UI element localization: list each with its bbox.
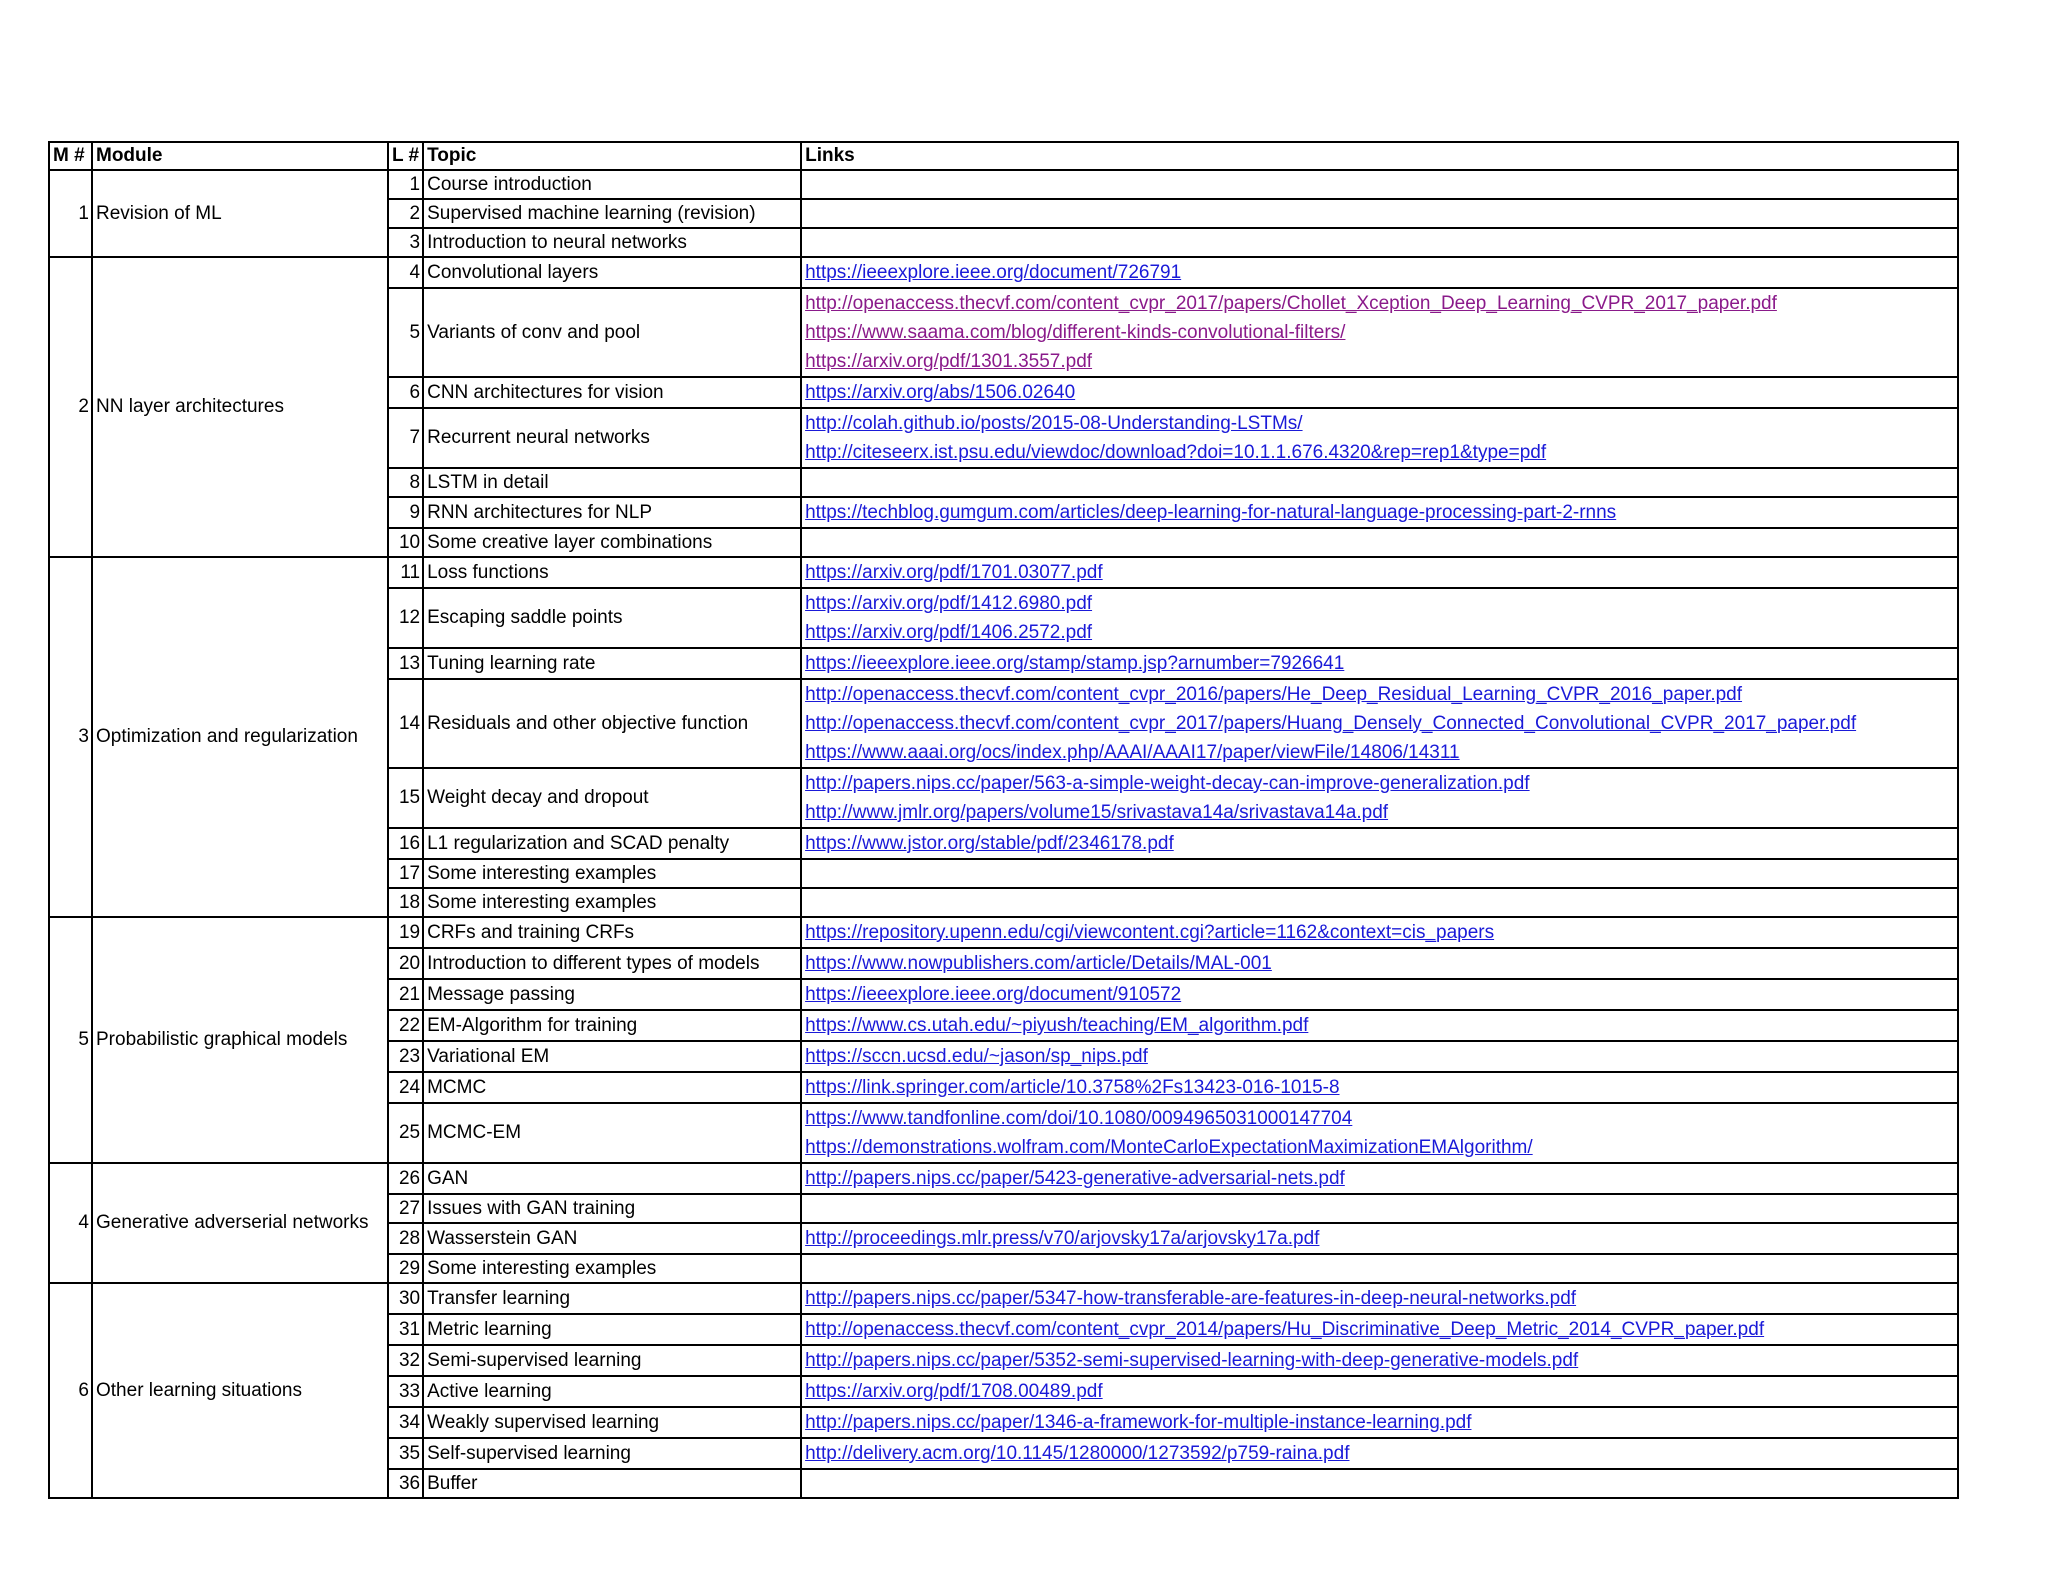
lesson-number-cell: 5: [388, 288, 423, 377]
topic-cell: GAN: [423, 1163, 801, 1194]
lesson-number-cell: 8: [388, 468, 423, 497]
lesson-number-cell: 14: [388, 679, 423, 768]
links-cell: [801, 1072, 1958, 1103]
links-cell: [801, 1469, 1958, 1498]
topic-cell: Message passing: [423, 979, 801, 1010]
topic-cell: Variants of conv and pool: [423, 288, 801, 377]
topic-cell: CNN architectures for vision: [423, 377, 801, 408]
reference-link[interactable]: https://techblog.gumgum.com/articles/deep-learning-for-natural-language-processing-part-2-rnns: [805, 502, 1617, 523]
topic-cell: Active learning: [423, 1376, 801, 1407]
links-cell: [801, 1314, 1958, 1345]
reference-link[interactable]: http://openaccess.thecvf.com/content_cvpr_2017/papers/Huang_Densely_Connected_Convolutional_CVPR_2017_paper.pdf: [805, 713, 1857, 734]
links-cell: [801, 1376, 1958, 1407]
topic-cell: Self-supervised learning: [423, 1438, 801, 1469]
links-cell: [801, 588, 1958, 648]
table-row: [49, 917, 1958, 948]
topic-cell: Loss functions: [423, 557, 801, 588]
lesson-number-cell: 25: [388, 1103, 423, 1163]
links-cell: [801, 557, 1958, 588]
topic-cell: MCMC: [423, 1072, 801, 1103]
topic-cell: Introduction to different types of models: [423, 948, 801, 979]
links-cell: [801, 679, 1958, 768]
reference-link[interactable]: https://arxiv.org/pdf/1301.3557.pdf: [805, 351, 1093, 372]
module-name-cell: Revision of ML: [92, 170, 388, 257]
module-name-cell: Other learning situations: [92, 1283, 388, 1498]
topic-cell: Introduction to neural networks: [423, 228, 801, 257]
reference-link[interactable]: https://ieeexplore.ieee.org/document/910572: [805, 984, 1182, 1005]
lesson-number-cell: 20: [388, 948, 423, 979]
topic-cell: Issues with GAN training: [423, 1194, 801, 1223]
reference-link[interactable]: http://openaccess.thecvf.com/content_cvpr_2017/papers/Chollet_Xception_Deep_Learning_CVPR_2017_paper.pdf: [805, 293, 1777, 314]
reference-link[interactable]: https://www.cs.utah.edu/~piyush/teaching/EM_algorithm.pdf: [805, 1015, 1309, 1036]
links-cell: [801, 288, 1958, 377]
reference-link[interactable]: https://arxiv.org/abs/1506.02640: [805, 382, 1076, 403]
links-cell: [801, 408, 1958, 468]
module-number-cell: 2: [49, 257, 92, 557]
reference-link[interactable]: https://link.springer.com/article/10.3758%2Fs13423-016-1015-8: [805, 1077, 1340, 1098]
topic-cell: EM-Algorithm for training: [423, 1010, 801, 1041]
lesson-number-cell: 4: [388, 257, 423, 288]
course-schedule-table: [48, 141, 1959, 1499]
links-cell: [801, 199, 1958, 228]
links-cell: [801, 1283, 1958, 1314]
links-header: Links: [801, 142, 1958, 170]
lesson-number-cell: 31: [388, 1314, 423, 1345]
lesson-number-cell: 34: [388, 1407, 423, 1438]
links-cell: [801, 377, 1958, 408]
reference-link[interactable]: http://openaccess.thecvf.com/content_cvpr_2016/papers/He_Deep_Residual_Learning_CVPR_2016_paper.pdf: [805, 684, 1743, 705]
lesson-number-cell: 9: [388, 497, 423, 528]
topic-header: Topic: [423, 142, 801, 170]
links-cell: [801, 497, 1958, 528]
topic-cell: LSTM in detail: [423, 468, 801, 497]
topic-cell: Variational EM: [423, 1041, 801, 1072]
links-cell: [801, 1010, 1958, 1041]
reference-link[interactable]: https://www.nowpublishers.com/article/Details/MAL-001: [805, 953, 1272, 974]
table-body: [49, 170, 1958, 1498]
lesson-number-header: L #: [388, 142, 423, 170]
lesson-number-cell: 32: [388, 1345, 423, 1376]
reference-link[interactable]: https://sccn.ucsd.edu/~jason/sp_nips.pdf: [805, 1046, 1148, 1067]
topic-cell: Semi-supervised learning: [423, 1345, 801, 1376]
topic-cell: Some interesting examples: [423, 859, 801, 888]
reference-link[interactable]: https://www.tandfonline.com/doi/10.1080/0094965031000147704: [805, 1108, 1353, 1129]
lesson-number-cell: 26: [388, 1163, 423, 1194]
lesson-number-cell: 27: [388, 1194, 423, 1223]
links-cell: [801, 468, 1958, 497]
reference-link[interactable]: http://papers.nips.cc/paper/1346-a-framework-for-multiple-instance-learning.pdf: [805, 1412, 1472, 1433]
lesson-number-cell: 28: [388, 1223, 423, 1254]
module-number-cell: 4: [49, 1163, 92, 1283]
topic-cell: Some interesting examples: [423, 888, 801, 917]
reference-link[interactable]: https://www.saama.com/blog/different-kinds-convolutional-filters/: [805, 322, 1346, 343]
lesson-number-cell: 16: [388, 828, 423, 859]
links-cell: [801, 1041, 1958, 1072]
topic-cell: Convolutional layers: [423, 257, 801, 288]
lesson-number-cell: 33: [388, 1376, 423, 1407]
lesson-number-cell: 3: [388, 228, 423, 257]
module-number-cell: 6: [49, 1283, 92, 1498]
topic-cell: Supervised machine learning (revision): [423, 199, 801, 228]
links-cell: [801, 528, 1958, 557]
reference-link[interactable]: https://arxiv.org/pdf/1701.03077.pdf: [805, 562, 1103, 583]
links-cell: [801, 1163, 1958, 1194]
topic-cell: L1 regularization and SCAD penalty: [423, 828, 801, 859]
reference-link[interactable]: http://papers.nips.cc/paper/563-a-simple-weight-decay-can-improve-generalization.pdf: [805, 773, 1530, 794]
module-name-cell: Optimization and regularization: [92, 557, 388, 917]
links-cell: [801, 1103, 1958, 1163]
reference-link[interactable]: https://arxiv.org/pdf/1412.6980.pdf: [805, 593, 1093, 614]
module-name-cell: Probabilistic graphical models: [92, 917, 388, 1163]
links-cell: [801, 228, 1958, 257]
lesson-number-cell: 23: [388, 1041, 423, 1072]
module-number-header: M #: [49, 142, 92, 170]
topic-cell: Escaping saddle points: [423, 588, 801, 648]
topic-cell: CRFs and training CRFs: [423, 917, 801, 948]
reference-link[interactable]: http://openaccess.thecvf.com/content_cvpr_2014/papers/Hu_Discriminative_Deep_Metric_2014_CVPR_paper.pdf: [805, 1319, 1765, 1340]
topic-cell: Course introduction: [423, 170, 801, 199]
reference-link[interactable]: https://www.aaai.org/ocs/index.php/AAAI/AAAI17/paper/viewFile/14806/14311: [805, 742, 1460, 763]
topic-cell: Metric learning: [423, 1314, 801, 1345]
links-cell: [801, 1254, 1958, 1283]
reference-link[interactable]: http://proceedings.mlr.press/v70/arjovsky17a/arjovsky17a.pdf: [805, 1228, 1320, 1249]
lesson-number-cell: 6: [388, 377, 423, 408]
module-header: Module: [92, 142, 388, 170]
links-cell: [801, 1438, 1958, 1469]
lesson-number-cell: 17: [388, 859, 423, 888]
header-row: [49, 142, 1958, 170]
reference-link[interactable]: https://www.jstor.org/stable/pdf/2346178.pdf: [805, 833, 1174, 854]
lesson-number-cell: 10: [388, 528, 423, 557]
lesson-number-cell: 29: [388, 1254, 423, 1283]
links-cell: [801, 1345, 1958, 1376]
table-row: [49, 557, 1958, 588]
module-name-cell: Generative adverserial networks: [92, 1163, 388, 1283]
lesson-number-cell: 7: [388, 408, 423, 468]
reference-link[interactable]: http://www.jmlr.org/papers/volume15/srivastava14a/srivastava14a.pdf: [805, 802, 1389, 823]
links-cell: [801, 768, 1958, 828]
lesson-number-cell: 1: [388, 170, 423, 199]
links-cell: [801, 648, 1958, 679]
reference-link[interactable]: http://citeseerx.ist.psu.edu/viewdoc/download?doi=10.1.1.676.4320&rep=rep1&type=pdf: [805, 442, 1547, 463]
reference-link[interactable]: https://ieeexplore.ieee.org/document/726791: [805, 262, 1182, 283]
lesson-number-cell: 22: [388, 1010, 423, 1041]
topic-cell: Recurrent neural networks: [423, 408, 801, 468]
module-number-cell: 1: [49, 170, 92, 257]
table-row: [49, 1163, 1958, 1194]
module-name-cell: NN layer architectures: [92, 257, 388, 557]
topic-cell: MCMC-EM: [423, 1103, 801, 1163]
topic-cell: Some creative layer combinations: [423, 528, 801, 557]
topic-cell: Some interesting examples: [423, 1254, 801, 1283]
reference-link[interactable]: https://arxiv.org/pdf/1406.2572.pdf: [805, 622, 1093, 643]
reference-link[interactable]: http://papers.nips.cc/paper/5347-how-transferable-are-features-in-deep-neural-networks.pdf: [805, 1288, 1577, 1309]
lesson-number-cell: 15: [388, 768, 423, 828]
links-cell: [801, 859, 1958, 888]
links-cell: [801, 917, 1958, 948]
reference-link[interactable]: http://colah.github.io/posts/2015-08-Understanding-LSTMs/: [805, 413, 1303, 434]
lesson-number-cell: 30: [388, 1283, 423, 1314]
lesson-number-cell: 2: [388, 199, 423, 228]
module-number-cell: 5: [49, 917, 92, 1163]
topic-cell: RNN architectures for NLP: [423, 497, 801, 528]
lesson-number-cell: 11: [388, 557, 423, 588]
links-cell: [801, 170, 1958, 199]
topic-cell: Transfer learning: [423, 1283, 801, 1314]
reference-link[interactable]: http://papers.nips.cc/paper/5423-generative-adversarial-nets.pdf: [805, 1168, 1345, 1189]
topic-cell: Wasserstein GAN: [423, 1223, 801, 1254]
table-row: [49, 170, 1958, 199]
lesson-number-cell: 36: [388, 1469, 423, 1498]
links-cell: [801, 979, 1958, 1010]
topic-cell: Tuning learning rate: [423, 648, 801, 679]
lesson-number-cell: 18: [388, 888, 423, 917]
links-cell: [801, 948, 1958, 979]
lesson-number-cell: 35: [388, 1438, 423, 1469]
topic-cell: Weight decay and dropout: [423, 768, 801, 828]
reference-link[interactable]: https://ieeexplore.ieee.org/stamp/stamp.jsp?arnumber=7926641: [805, 653, 1345, 674]
links-cell: [801, 257, 1958, 288]
lesson-number-cell: 19: [388, 917, 423, 948]
lesson-number-cell: 24: [388, 1072, 423, 1103]
reference-link[interactable]: https://arxiv.org/pdf/1708.00489.pdf: [805, 1381, 1103, 1402]
links-cell: [801, 1223, 1958, 1254]
table-row: [49, 1283, 1958, 1314]
reference-link[interactable]: http://delivery.acm.org/10.1145/1280000/1273592/p759-raina.pdf: [805, 1443, 1350, 1464]
lesson-number-cell: 21: [388, 979, 423, 1010]
table-row: [49, 257, 1958, 288]
links-cell: [801, 1194, 1958, 1223]
topic-cell: Weakly supervised learning: [423, 1407, 801, 1438]
links-cell: [801, 1407, 1958, 1438]
reference-link[interactable]: https://demonstrations.wolfram.com/MonteCarloExpectationMaximizationEMAlgorithm/: [805, 1137, 1533, 1158]
topic-cell: Residuals and other objective function: [423, 679, 801, 768]
reference-link[interactable]: https://repository.upenn.edu/cgi/viewcontent.cgi?article=1162&context=cis_papers: [805, 922, 1495, 943]
topic-cell: Buffer: [423, 1469, 801, 1498]
links-cell: [801, 888, 1958, 917]
lesson-number-cell: 12: [388, 588, 423, 648]
lesson-number-cell: 13: [388, 648, 423, 679]
module-number-cell: 3: [49, 557, 92, 917]
links-cell: [801, 828, 1958, 859]
reference-link[interactable]: http://papers.nips.cc/paper/5352-semi-supervised-learning-with-deep-generative-models.pdf: [805, 1350, 1579, 1371]
